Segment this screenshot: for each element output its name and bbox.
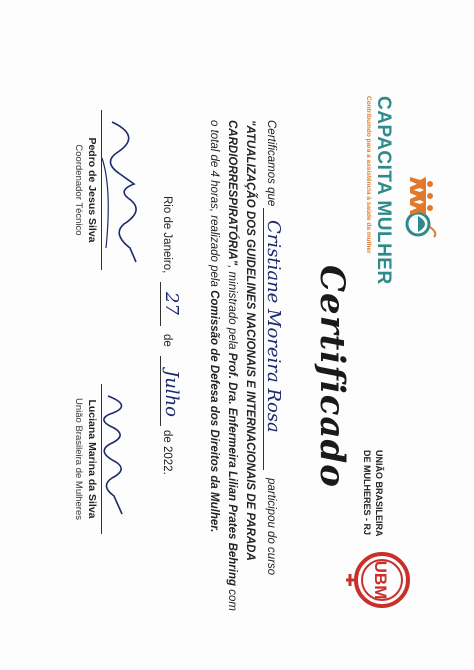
ubm-line-2: DE MULHERES - RJ [362, 450, 372, 536]
date-month-underline [160, 356, 161, 426]
participant-name: Cristiane Moreira Rosa [263, 220, 284, 433]
signature-2-name: Luciana Marina da Silva [86, 399, 98, 519]
total-hours-text: o total de 4 horas, realizado pela [208, 120, 220, 291]
instructor-name: Prof. Dra. Enfermeira Lilian Prates Behring [226, 352, 238, 587]
signature-1-scribble [92, 118, 142, 268]
course-line-2 [224, 120, 239, 611]
signature-1-name: Pedro de Jesus Silva [86, 137, 98, 243]
commission-text: Comissão de Defesa dos Direitos da Mulher. [208, 290, 220, 533]
course-title-line-1: "ATUALIZAÇÃO DOS GUIDELINES NACIONAIS E INTERNACIONAIS DE PARADA [244, 120, 256, 561]
ubm-line-1: UNIÃO BRASILEIRA [374, 450, 384, 537]
participou-text: participou do curso [265, 478, 277, 576]
course-line-3 [206, 120, 221, 532]
course-title-line-2: CARDIORRESPIRATÓRIA" [226, 120, 238, 266]
date-city: Rio de Janeiro, [161, 196, 173, 274]
date-de-1: de [161, 334, 173, 347]
capacita-name: CAPACITA MULHER [373, 96, 394, 285]
signature-1-line [101, 110, 102, 270]
signature-2-line [101, 384, 102, 534]
certificate-title: Certificado [312, 265, 352, 488]
com-text: com [226, 586, 238, 611]
capacita-logo [358, 96, 438, 285]
date-day: 27 [161, 292, 182, 315]
ubm-mark: UBM [371, 560, 390, 600]
capacita-tagline: Contribuindo para a assistência à saúde da mulher [365, 96, 372, 254]
date-day-underline [160, 282, 161, 326]
ubm-logo [344, 450, 414, 620]
signature-2-role: União Brasileira de Mulheres [73, 398, 84, 520]
date-month: Julho [161, 370, 182, 417]
date-de-2: de 2022. [161, 430, 173, 475]
signature-2-scribble [96, 392, 136, 532]
participant-underline [263, 208, 264, 470]
signature-1-role: Coordenador Técnico [73, 144, 84, 236]
lead-text: Certificamos que [265, 120, 277, 207]
capacita-figures-icon [394, 96, 438, 246]
ubm-emblem-icon [344, 550, 414, 610]
ministrado-text: , ministrado pela [226, 265, 238, 353]
